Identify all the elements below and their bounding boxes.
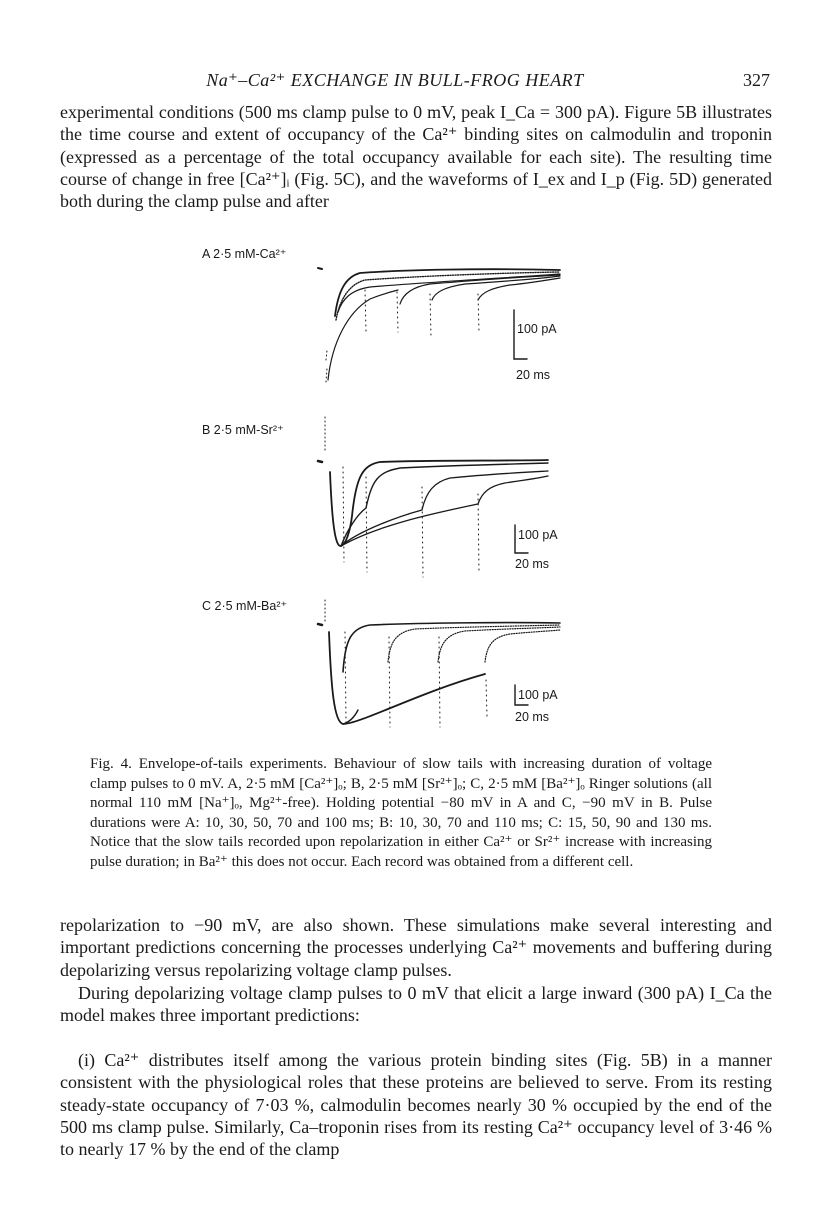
panel-c-current-scale: 100 pA bbox=[518, 688, 558, 702]
body-paragraph-4: (i) Ca²⁺ distributes itself among the various protein binding sites (Fig. 5B) in a manner consistent with the physiological roles that these proteins are believed to serve. From its resting steady-state occupancy of 7·03 %, calmodulin becomes nearly 30 % occupied by the end of the 500 ms clamp pulse. Similarly, Ca–troponin rises from its resting Ca²⁺ occupancy level of 3·46 % to nearly 17 % by the end of the clamp bbox=[60, 1050, 772, 1160]
panel-a-label: A 2·5 mM-Ca²⁺ bbox=[202, 247, 287, 261]
panel-b-current-scale: 100 pA bbox=[518, 528, 558, 542]
panel-b-time-scale: 20 ms bbox=[515, 557, 550, 571]
panel-c-time-scale: 20 ms bbox=[515, 710, 550, 724]
panel-b-label: B 2·5 mM-Sr²⁺ bbox=[202, 423, 284, 437]
running-title: Na⁺–Ca²⁺ EXCHANGE IN BULL-FROG HEART bbox=[206, 70, 584, 90]
panel-a-current-scale: 100 pA bbox=[517, 322, 557, 336]
figure-4 bbox=[0, 232, 816, 732]
figure-traces bbox=[0, 232, 816, 732]
panel-b-traces bbox=[318, 417, 548, 577]
body-paragraph-3: During depolarizing voltage clamp pulses to 0 mV that elicit a large inward (300 pA) I_Ca the model makes three important predictions: bbox=[60, 983, 772, 1026]
page-header bbox=[60, 70, 770, 94]
panel-c-label: C 2·5 mM-Ba²⁺ bbox=[202, 599, 288, 613]
body-paragraph-1: experimental conditions (500 ms clamp pulse to 0 mV, peak I_Ca = 300 pA). Figure 5B illustrates the time course and extent of occupancy of the Ca²⁺ binding sites on calmodulin and troponin (expressed as a percentage of the total occupancy available for each site). The resulting time course of change in free [Ca²⁺]ᵢ (Fig. 5C), and the waveforms of I_ex and I_p (Fig. 5D) generated both during the clamp pulse and after bbox=[60, 102, 772, 212]
figure-caption: Fig. 4. Envelope-of-tails experiments. Behaviour of slow tails with increasing duration of voltage clamp pulses to 0 mV. A, 2·5 mM [Ca²⁺]ₒ; B, 2·5 mM [Sr²⁺]ₒ; C, 2·5 mM [Ba²⁺]ₒ Ringer solutions (all normal 110 mM [Na⁺]ₒ, Mg²⁺-free). Holding potential −80 mV in A and C, −90 mV in B. Pulse durations were A: 10, 30, 50, 70 and 100 ms; B: 10, 30, 70 and 110 ms; C: 15, 50, 90 and 130 ms. Notice that the slow tails recorded upon repolarization in either Ca²⁺ or Sr²⁺ increase with increasing pulse duration; in Ba²⁺ this does not occur. Each record was obtained from a different cell. bbox=[90, 756, 712, 870]
body-paragraph-2: repolarization to −90 mV, are also shown. These simulations make several interesting and important predictions concerning the processes underlying Ca²⁺ movements and buffering during depolarizing versus repolarizing voltage clamp pulses. bbox=[60, 915, 772, 980]
panel-c-traces bbox=[318, 600, 560, 727]
panel-a-time-scale: 20 ms bbox=[516, 368, 551, 382]
page-number: 327 bbox=[743, 70, 770, 90]
